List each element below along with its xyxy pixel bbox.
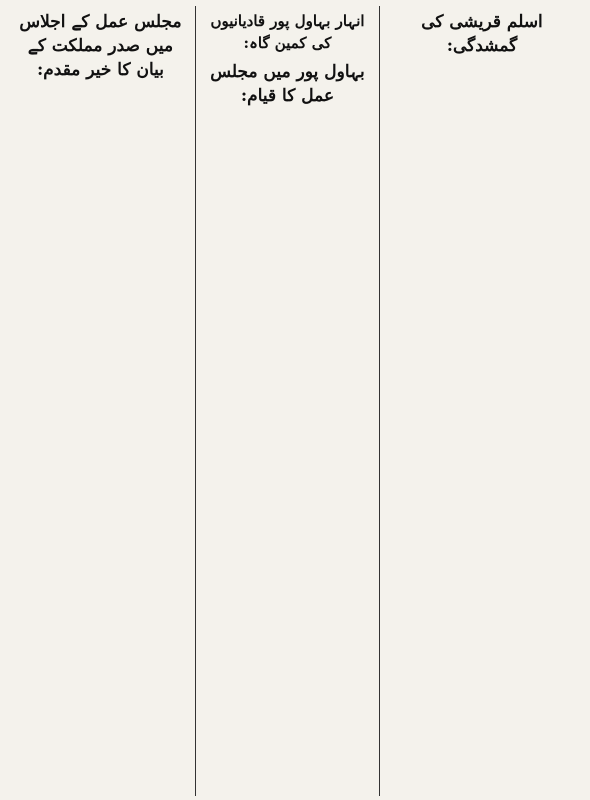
column-left <box>6 6 196 796</box>
column-middle <box>196 6 380 796</box>
section-heading: انہار بہاول پور قادیانیوں کی کمین گاہ: <box>210 12 365 52</box>
section-heading: بہاول پور میں مجلس عمل کا قیام: <box>210 62 365 106</box>
column-right <box>380 6 584 796</box>
section-heading: مجلس عمل کے اجلاس میں صدر مملکت کے بیان کا خیر مقدم: <box>19 12 182 80</box>
section-heading: اسلم قریشی کی گمشدگی: <box>421 12 543 56</box>
